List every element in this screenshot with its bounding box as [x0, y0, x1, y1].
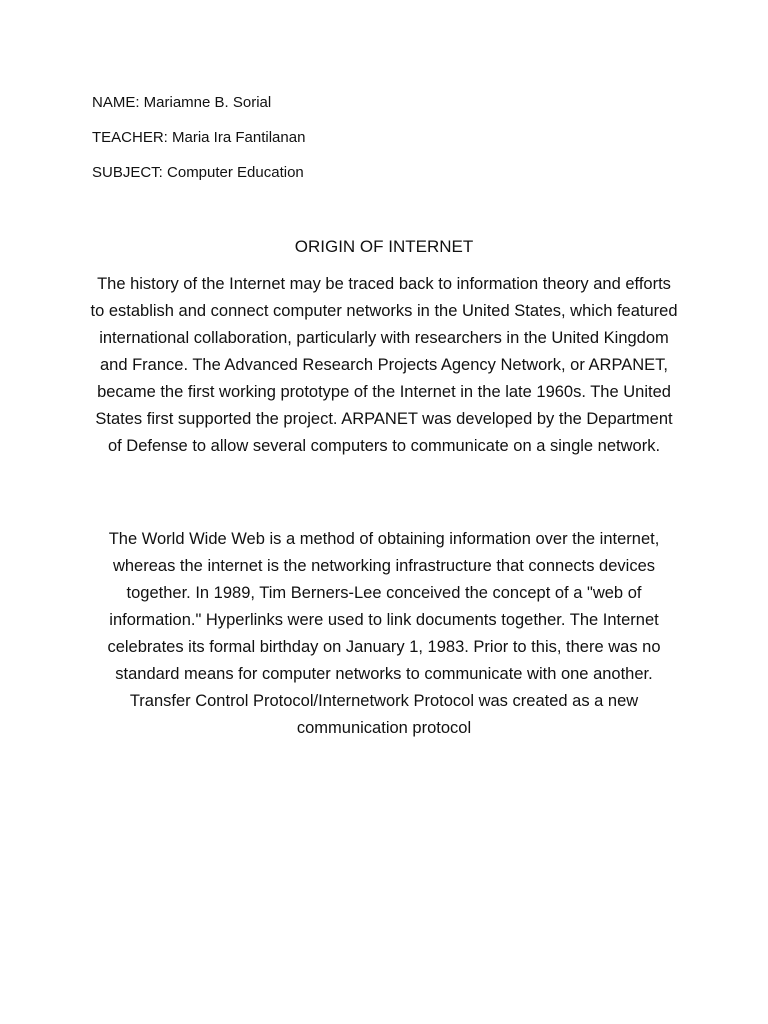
- document-title: ORIGIN OF INTERNET: [294, 237, 474, 256]
- subject-line: SUBJECT: Computer Education: [92, 164, 304, 181]
- name-line: NAME: Mariamne B. Sorial: [92, 94, 272, 111]
- student-info-header: [92, 93, 692, 198]
- paragraph-origin: The history of the Internet may be traced back to information theory and efforts to establish and connect computer networks in the United States, which featured international collaboration, particularly with researchers in the United Kingdom and France. The Advanced Research Projects Agency Network, or ARPANET, became the first working prototype of the Internet in the late 1960s. The United States first supported the project. ARPANET was developed by the Department of Defense to allow several computers to communicate on a single network.: [90, 275, 678, 455]
- paragraph-world-wide-web: The World Wide Web is a method of obtaining information over the internet, whereas the internet is the networking infrastructure that connects devices together. In 1989, Tim Berners-Lee conceived the concept of a "web of information." Hyperlinks were used to link documents together. The Internet celebrates its formal birthday on January 1, 1983. Prior to this, there was no standard means for computer networks to communicate with one another. Transfer Control Protocol/Internetwork Protocol was created as a new communication protocol: [107, 530, 661, 737]
- teacher-line: TEACHER: Maria Ira Fantilanan: [92, 129, 306, 146]
